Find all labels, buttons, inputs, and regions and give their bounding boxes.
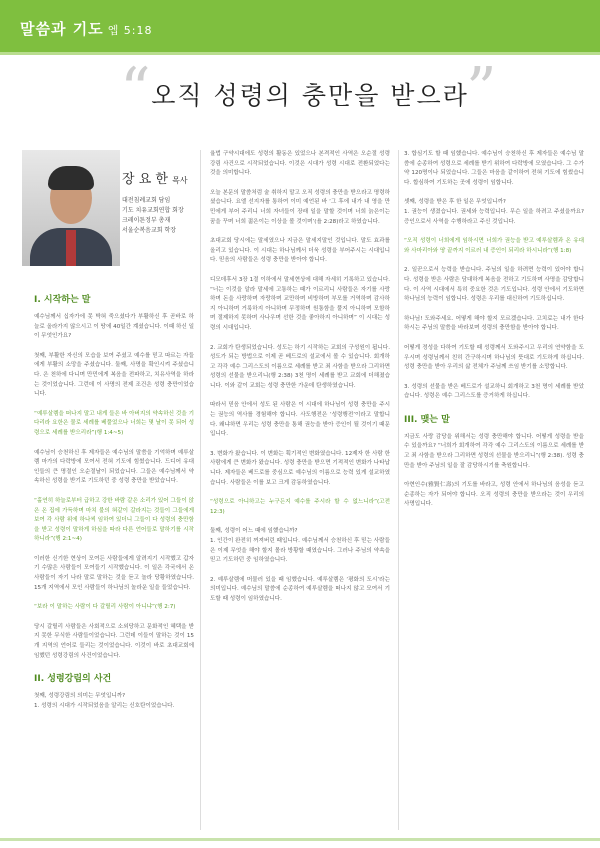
author-honorific: 목사 — [172, 176, 188, 185]
open-quote-mark: “ — [120, 55, 151, 125]
body-paragraph: 3. 성령의 선물을 받은 베드로가 설교하니 회개하고 3천 명이 세례를 받았습니다. 성령은 예수 그리스도를 증거하게 하십니다. — [404, 383, 584, 400]
body-paragraph: 초대교회 당시에는 말세였으나 지금은 말세지말인 것입니다. 말도 효과를 올리고 있습니다. 이 시대는 하나님께서 더욱 성령을 부어주시는 시대입니다. 믿음의 사람들은 성령 충만을 받아야 합니다. — [210, 238, 390, 264]
scripture-quote: “성령으로 아니하고는 누구든지 예수를 주시라 할 수 없느니라”(고전 12:3) — [210, 499, 390, 515]
body-paragraph: 지금도 사랑 감당을 위해서는 성령 충만해야 합니다. 어떻게 성령을 받을 수 있을까요? “너희가 회개하여 각각 예수 그리스도의 이름으로 세례를 받고 죄 사함을 받으라 그리하면 성령의 선물을 받으리니”(행 2:38). 성령 충만을 받아 주님의 일을 잘 감당하시기를 축원합니다. — [404, 433, 584, 469]
footer-rule — [0, 838, 600, 841]
body-paragraph: 예수님이 승천하신 후 제자들은 예수님의 말씀을 기억하며 예루살렘 마가의 다락방에 모여서 전혀 기도에 힘썼습니다. 드디어 유대인들의 큰 명절인 오순절날이 되었습니다. 그들은 예수님께서 약속하신 성령을 받기로 기도하던 중 성령 충만을 받았습니다. — [34, 449, 194, 485]
body-paragraph: 셋째, 성령을 받은 후 한 일은 무엇입니까? 1. 권능이 생겼습니다. 권세와 능력입니다. 무슨 일을 하려고 주셨을까요? 증인으로서 사역을 수행하라고 주신 것입니다. — [404, 199, 584, 225]
body-paragraph: 2. 예루살렘에 머물러 있을 때 임했습니다. 예루살렘은 ‘평화의 도시’라는 의미입니다. 예수님의 말씀에 순종하여 예루살렘을 떠나지 않고 모여서 기도할 때 성령이 임하였습니다. — [210, 576, 390, 602]
scripture-quote: “예루살렘을 떠나지 말고 내게 들은 바 아버지의 약속하신 것을 기다리라 요한은 물로 세례를 베풀었으나 너희는 몇 날이 못 되어 성령으로 세례를 받으리라”(행 1:4~5) — [34, 410, 194, 436]
body-paragraph: 2. 일꾼으로서 능력을 받습니다. 주님의 일을 하려면 능력이 있어야 합니다. 성령을 받은 사람은 담대하게 복음을 전하고 기도하며 사명을 감당합니다. 이 사역 시대에서 특히 중요한 것은 기도입니다. 성령 안에서 기도하면 하나님의 능력이 임합니다. 성령은 우리를 대신하여 기도하십니다. — [404, 267, 584, 303]
column-divider-2 — [398, 150, 399, 830]
page-title: 오직 성령의 충만을 받으라 — [151, 81, 469, 110]
body-paragraph: 아현인수(雅賢仁壽)의 기도를 바라고, 성령 안에서 하나님의 음성을 듣고 순종하는 자가 되어야 합니다. 오직 성령의 충만을 받으라는 것이 우리의 사명입니다. — [404, 482, 584, 508]
section-heading: I. 시작하는 말 — [34, 295, 91, 305]
author-name-text: 장 요 한 — [122, 172, 168, 187]
body-paragraph: 따라서 믿음 안에서 성도 된 사람은 이 시대에 하나님이 성령 충만을 주시는 권능의 역사를 경험해야 합니다. 사도행전은 ‘성령행전’이라고 말합니다. 왜냐하면 우리는 성령 충만을 통해 권능을 받아 증인이 될 것이기 때문입니다. — [210, 402, 390, 438]
body-paragraph: 첫째, 부활한 자신의 모습을 보여 주셨고 예수를 믿고 따르는 자들에게 부활의 소망을 주셨습니다. 둘째, 사명을 확인시켜 주셨습니다. 은 천하에 다니며 만민에게 복음을 전파하고, 치유사역을 하라는 것이었습니다. 그런데 이 사명의 전제 조건은 성령 충만이었습니다. — [34, 352, 194, 398]
body-paragraph: 예수님께서 십자가에 못 박혀 죽으셨다가 부활하신 후 곧바로 하늘로 올라가지 않으시고 이 땅에 40일간 계셨습니다. 이때 하신 일이 무엇인가요? — [34, 314, 194, 340]
section-heading: III. 맺는 말 — [404, 414, 450, 425]
author-name — [122, 168, 188, 187]
scripture-quote: “오직 성령이 너희에게 임하시면 너희가 권능을 받고 예루살렘과 온 유대와 사마리아와 땅 끝까지 이르러 내 증인이 되리라 하시니라”(행 1:8) — [404, 238, 584, 254]
header-underline — [0, 52, 600, 55]
title-area — [0, 55, 600, 136]
scripture-quote: “홀연히 하늘로부터 급하고 강한 바람 같은 소리가 있어 그들이 앉은 온 집에 가득하며 마치 불의 혀같이 갈라지는 것들이 그들에게 보여 각 사람 위에 하나씩 임하여 있더니 그들이 다 성령의 충만함을 받고 성령이 말하게 하심을 따라 다른 언어들로 말하기를 시작하니라”(행 2:1~4) — [34, 497, 194, 543]
body-paragraph: 어떻게 정성을 다하여 기도할 때 성령께서 도와주시고 우리의 연약함을 도우시며 성령님께서 친히 간구하시며 하나님의 뜻대로 기도하게 하십니다. 성령 충만을 받아 우리의 삶 전체가 주님께 쓰임 받기를 소망합니다. — [404, 344, 584, 371]
body-paragraph: 디모데후서 3장 1절 이하에서 말세현상에 대해 자세히 기록하고 있습니다. “너는 이것을 알라 말세에 고통하는 때가 이르리니 사람들은 자기를 사랑하며 돈을 사랑하며 자랑하며 교만하며 비방하며 부모를 거역하며 감사하지 아니하며 거룩하지 아니하며 무정하며 원통함을 풀지 아니하며 모함하며 절제하지 못하며 사나우며 선한 것을 좋아하지 아니하며” 이 시대는 성령의 시대입니다. — [210, 276, 390, 331]
body-paragraph: 2. 교회가 탄생되었습니다. 성도는 하기 시작하는 교회의 구성원이 됩니다. 성도가 되는 방법으로 이제 곧 베드로의 설교에서 볼 수 있습니다. 회개하고 각각 예수 그리스도의 이름으로 세례를 받고 죄 사함을 받으라 그리하면 성령의 선물을 받으리니(행 2:38) 3천 명이 세례를 받고 교회에 더해졌습니다. 이와 같이 교회는 성령 충만한 가운데 탄생하였습니다. — [210, 344, 390, 389]
body-paragraph: 하나님! 도와주세요. 어떻게 해야 할지 모르겠습니다. 고치료는 내가 한다 하시는 주님의 말씀을 바라보며 성령의 충만함을 받아야 합니다. — [404, 315, 584, 332]
author-photo — [22, 150, 120, 266]
body-paragraph: 율법 구약시대에도 성령의 활동은 있었으나 본격적인 사역은 오순절 성령강림 사건으로 시작되었습니다. 이것은 시대가 성령 시대로 전환되었다는 것을 의미합니다. — [210, 151, 390, 177]
scripture-quote: “보라 이 말하는 사람이 다 갈릴리 사람이 아니냐”(행 2:7) — [34, 604, 176, 611]
body-paragraph: 3. 합심기도 할 때 임했습니다. 예수님이 승천하신 후 제자들은 예수님 말씀에 순종하여 성령으로 세례를 받기 위하여 다락방에 모였습니다. 그 수가 약 120명이나 되었습니다. 그들은 마음을 같이하여 전혀 기도에 힘썼습니다. 합심하여 기도하는 곳에 성령이 임합니다. — [404, 151, 584, 186]
section-heading: II. 성령강림의 사건 — [34, 674, 112, 685]
body-paragraph: 오늘 본문의 말씀처럼 술 취하지 말고 오직 성령의 충만을 받으라고 명령하셨습니다. 요엘 선지자를 통하여 이미 예언된 바 ‘그 후에 내가 내 영을 만민에게 부어 주리니 너희 자녀들이 장래 일을 말할 것이며 너희 늙은이는 꿈을 꾸며 너희 젊은이는 이상을 볼 것이며’(욜 2:28)라고 하였습니다. — [210, 189, 390, 225]
photo-tie — [66, 230, 76, 266]
column-divider-1 — [200, 150, 201, 830]
author-info: 대전침례교회 담임 기도 치유교회연합 회장 크레이튼정부 총재 서울순복음교회 학장 — [122, 197, 184, 234]
body-paragraph: 첫째, 성령강림의 의미는 무엇입니까? 1. 성령의 시대가 시작되었음을 알리는 신호탄이었습니다. — [34, 693, 175, 709]
body-paragraph: 3. 변화가 왔습니다. 이 변화는 획기적인 변화였습니다. 12제자 한 사람 한 사람에게 큰 변화가 왔습니다. 성령 충만을 받으면 기적적인 변화가 나타납니다. 제자들은 베드로를 중심으로 예수님의 이름으로 능력 있게 설교하였습니다. 사람들은 이를 보고 크게 감동하였습니다. — [210, 450, 390, 486]
verse-reference: 엡 5:18 — [107, 24, 153, 37]
section-label — [20, 18, 153, 39]
body-paragraph: 둘째, 성령이 어느 때에 임했습니까? 1. 인간이 완전히 꺼져버린 때입니다. 예수님께서 승천하신 후 믿는 사람들은 이제 무엇을 해야 할지 몰라 방황할 때였습니다. 그러나 주님의 약속을 믿고 기도하던 중 임하였습니다. — [210, 528, 390, 564]
body-paragraph: 이러한 신기한 현상이 모여든 사람들에게 알려지기 시작했고 갑자기 수많은 사람들이 모여들기 시작했습니다. 이 일은 각국에서 온 사람들이 자기 나라 말로 말하는 것을 듣고 놀라 당황하였습니다. 15개 지역에서 모인 사람들이 하나님의 놀라운 일을 들었습니다. — [34, 555, 194, 591]
body-paragraph: 당시 갈릴리 사람들은 사회적으로 소외당하고 문화적인 혜택을 받지 못한 무식한 사람들이었습니다. 그런데 이들이 말하는 것이 15개 지역의 언어로 들리는 것이었습니다. 이것이 바로 초대교회에 임했던 성령강림의 사건이었습니다. — [34, 623, 194, 659]
close-quote-mark: ” — [466, 55, 497, 125]
photo-hair — [48, 166, 94, 190]
section-label-text: 말씀과 기도 — [20, 20, 104, 38]
